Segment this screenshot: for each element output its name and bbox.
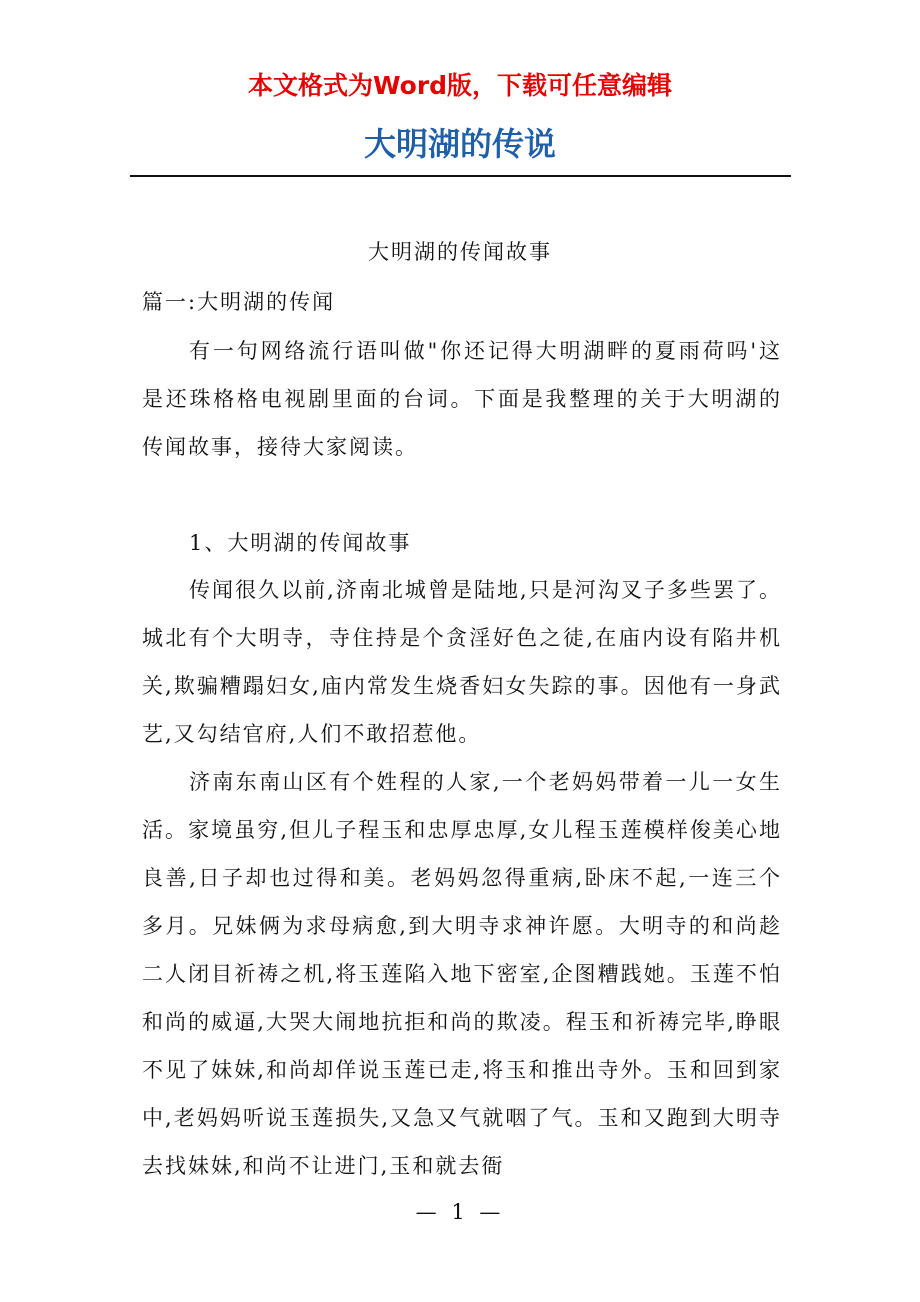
item-heading: 1、大明湖的传闻故事	[189, 531, 412, 555]
intro-paragraph: 有一句网络流行语叫做"你还记得大明湖畔的夏雨荷吗'这是还珠格格电视剧里面的台词。下面是我整理的关于大明湖的传闻故事，接待大家阅读。	[142, 339, 782, 459]
document-title: 大明湖的传说	[363, 125, 556, 163]
story-body	[142, 566, 782, 1190]
story-paragraph-1: 传闻很久以前,济南北城曾是陆地,只是河沟叉子多些罢了。城北有个大明寺，寺住持是个贪淫好色之徒,在庙内设有陷井机关,欺骗糟蹋妇女,庙内常发生烧香妇女失踪的事。因他有一身武艺,又勾结官府,人们不敢招惹他。	[142, 578, 782, 746]
title-divider	[130, 175, 791, 177]
page-number: — 1 —	[415, 1200, 505, 1224]
section-label: 篇一:大明湖的传闻	[142, 290, 336, 314]
intro-block	[142, 327, 782, 471]
story-paragraph-2: 济南东南山区有个姓程的人家,一个老妈妈带着一儿一女生活。家境虽穷,但儿子程玉和忠厚忠厚,女儿程玉莲模样俊美心地良善,日子却也过得和美。老妈妈忽得重病,卧床不起,一连三个多月。兄妹俩为求母病愈,到大明寺求神许愿。大明寺的和尚趁二人闭目祈祷之机,将玉莲陷入地下密室,企图糟践她。玉莲不怕和尚的威逼,大哭大闹地抗拒和尚的欺凌。程玉和祈祷完毕,睁眼不见了妹妹,和尚却佯说玉莲已走,将玉和推出寺外。玉和回到家中,老妈妈听说玉莲损失,又急又气就咽了气。玉和又跑到大明寺去找妹妹,和尚不让进门,玉和就去衙	[142, 770, 782, 1178]
format-notice: 本文格式为Word版，下载可任意编辑	[247, 71, 673, 100]
story-heading: 大明湖的传闻故事	[368, 240, 552, 264]
